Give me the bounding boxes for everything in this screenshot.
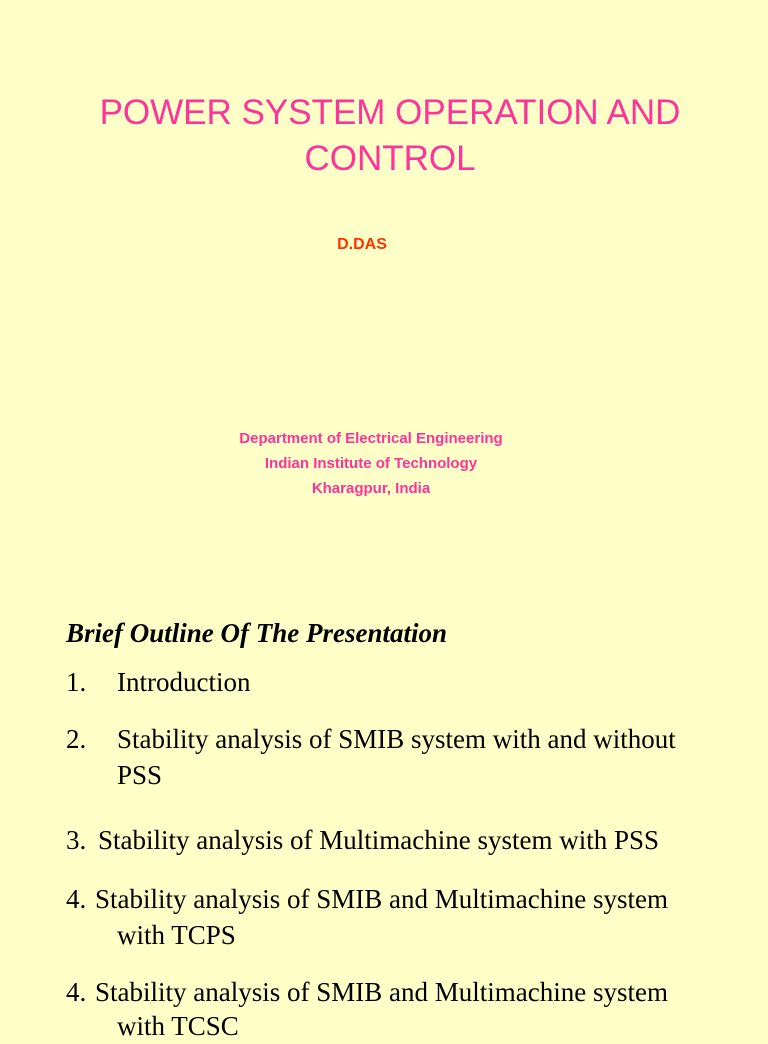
outline-item-number: 2. bbox=[66, 724, 87, 754]
outline-item-text: Stability analysis of SMIB and Multimachine system bbox=[95, 884, 668, 914]
outline-item-continuation: with TCPS bbox=[117, 920, 236, 950]
outline-heading: Brief Outline Of The Presentation bbox=[66, 618, 448, 648]
affiliation-block bbox=[171, 426, 571, 501]
title-line-1: POWER SYSTEM OPERATION AND bbox=[99, 93, 681, 132]
outline-item-text: Introduction bbox=[117, 667, 251, 697]
outline-item-number: 4. bbox=[66, 884, 87, 914]
author-name: D.DAS bbox=[337, 236, 387, 253]
outline-item-text: Stability analysis of SMIB and Multimachine system bbox=[95, 977, 668, 1007]
title-line-2: CONTROL bbox=[304, 139, 476, 178]
affiliation-institute: Indian Institute of Technology bbox=[264, 455, 478, 472]
outline-item-continuation: with TCSC bbox=[117, 1011, 239, 1041]
slide-title bbox=[40, 90, 740, 182]
affiliation-location: Kharagpur, India bbox=[311, 480, 431, 497]
outline-item-number: 3. bbox=[66, 825, 87, 855]
outline-item-number: 4. bbox=[66, 977, 87, 1007]
outline-item-text: Stability analysis of Multimachine system with PSS bbox=[98, 825, 660, 855]
outline-item-continuation: PSS bbox=[117, 760, 163, 790]
affiliation-department: Department of Electrical Engineering bbox=[239, 430, 503, 447]
outline-item-number: 1. bbox=[66, 667, 87, 697]
outline-item-text: Stability analysis of SMIB system with and without bbox=[117, 724, 676, 754]
